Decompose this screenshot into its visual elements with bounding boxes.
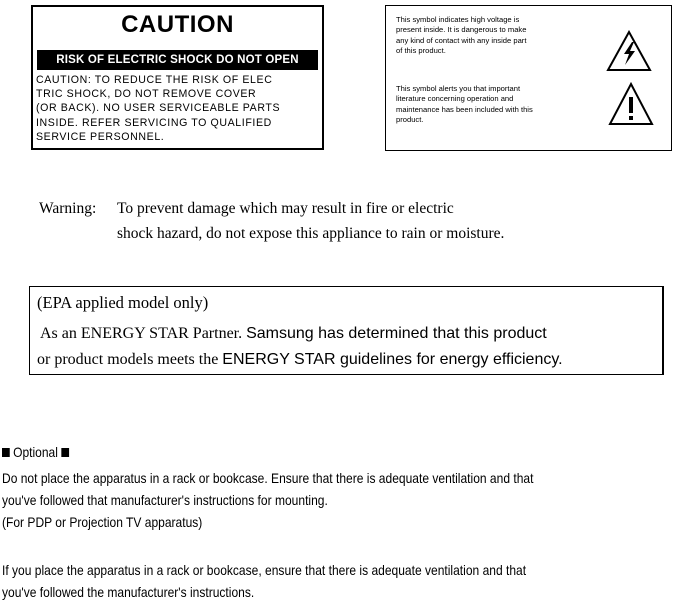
high-voltage-note-line: present inside. It is dangerous to make [396,25,527,35]
lightning-triangle-icon [606,30,652,72]
caution-body-line: INSIDE. REFER SERVICING TO QUALIFIED [36,116,272,129]
energy-star-model-note: (EPA applied model only) [37,293,209,312]
energy-star-statement-line [37,351,563,369]
energy-star-guidelines-text: ENERGY STAR guidelines for energy efficiency. [222,351,563,368]
warning-text-line: shock hazard, do not expose this appliance to rain or moisture. [117,225,505,242]
optional-text-line: Do not place the apparatus in a rack or bookcase. Ensure that there is adequate ventilation and that [2,470,534,486]
literature-note-line: maintenance has been included with this [396,104,533,114]
energy-star-partner-text: As an ENERGY STAR Partner. [40,325,247,342]
caution-band: RISK OF ELECTRIC SHOCK DO NOT OPEN [37,50,318,70]
caution-body-line: CAUTION: TO REDUCE THE RISK OF ELEC [36,74,273,86]
caution-body-line: (OR BACK). NO USER SERVICEABLE PARTS [36,102,281,115]
optional-text-line: (For PDP or Projection TV apparatus) [2,514,203,530]
high-voltage-note-line: This symbol indicates high voltage is [396,15,520,24]
caution-body [36,73,320,144]
caution-body-line: TRIC SHOCK, DO NOT REMOVE COVER [36,88,257,101]
optional-text-line: you've followed the manufacturer's instructions. [2,584,255,600]
caution-label-box [31,5,324,150]
symbol-explanation-box [385,5,672,151]
literature-note-line: literature concerning operation and [396,94,514,104]
high-voltage-note-line: of this product. [396,46,446,56]
literature-note [396,84,606,126]
energy-star-statement-line [40,325,547,343]
square-bullet-icon [61,448,69,457]
optional-heading-label: Optional [13,444,58,460]
warning-text-line: To prevent damage which may result in fire or electric [117,200,454,217]
literature-note-line: product. [396,115,424,125]
literature-note-line: This symbol alerts you that important [396,84,521,93]
optional-text-line: If you place the apparatus in a rack or bookcase, ensure that there is adequate ventilation and that [2,562,527,578]
caution-title: CAUTION [121,11,234,38]
caution-body-line: SERVICE PERSONNEL. [36,130,165,143]
high-voltage-note [396,15,606,57]
optional-heading [2,443,69,461]
energy-star-models-text: or product models meets the [37,351,223,368]
warning-label: Warning: [39,200,97,217]
energy-star-box [29,286,664,375]
optional-text-line: you've followed that manufacturer's instructions for mounting. [2,492,328,508]
energy-star-determination-text: Samsung has determined that this product [246,325,547,342]
exclamation-triangle-icon [608,82,654,126]
high-voltage-note-line: any kind of contact with any inside part [396,35,527,45]
square-bullet-icon [2,448,10,457]
